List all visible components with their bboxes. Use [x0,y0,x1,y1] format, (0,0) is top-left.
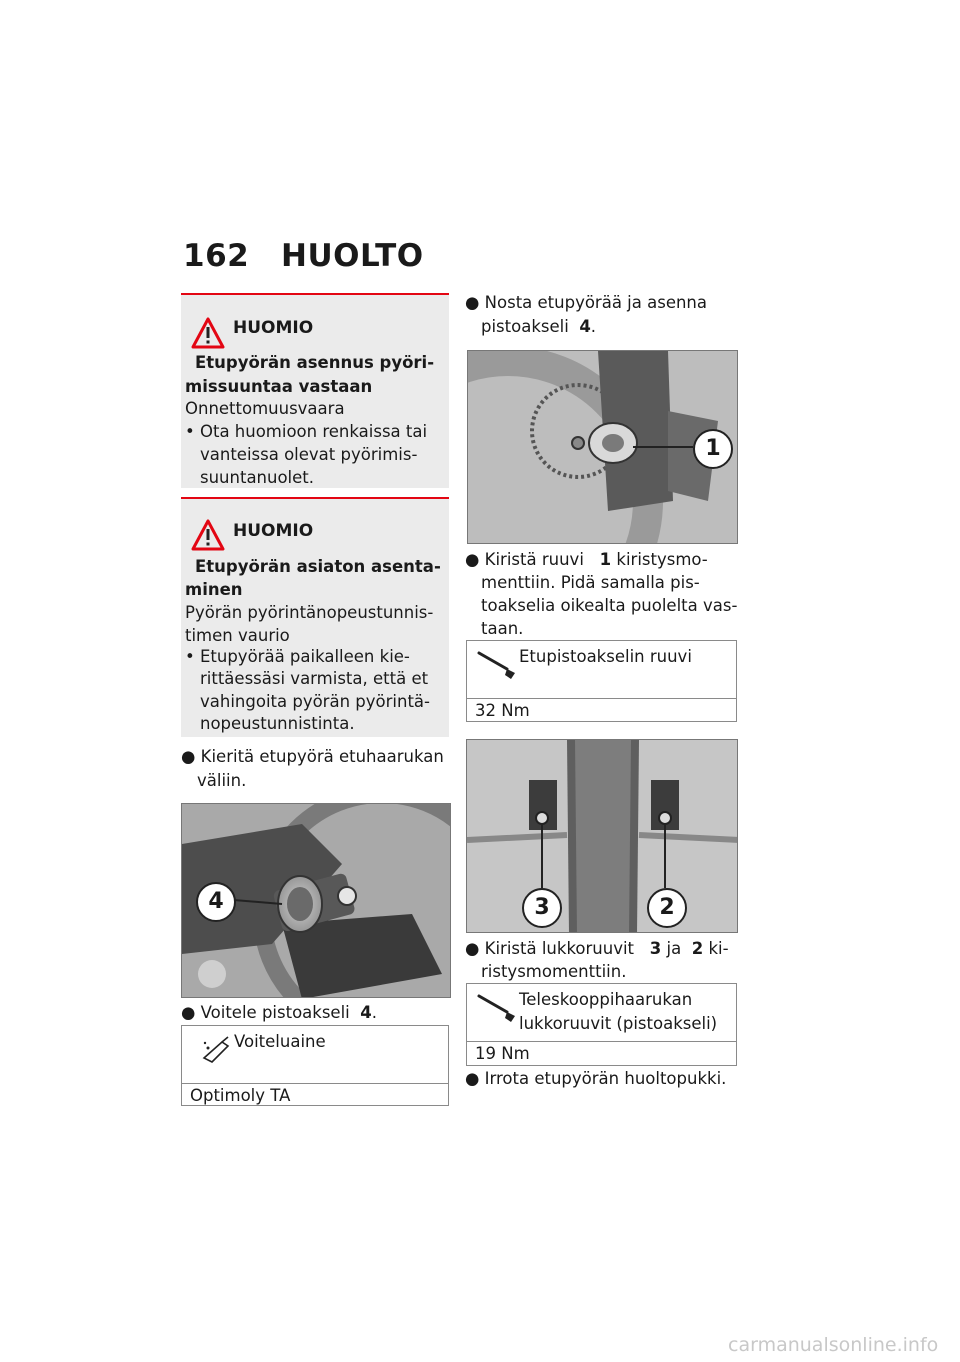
step-item-cont: väliin. [197,771,247,790]
warning-label: HUOMIO [233,318,314,338]
torque-value: 19 Nm [475,1044,530,1063]
step-item: ● Kiristä ruuvi 1 kiristysmo- [465,550,708,569]
warning-title-line: Etupyörän asennus pyöri- [195,353,435,372]
torque-spec-table-2 [466,983,737,1066]
warning-cause: Pyörän pyörintänopeustunnis- [185,603,434,622]
photo-front-axle [181,803,451,998]
torque-value: 32 Nm [475,701,530,720]
warning-box-1 [181,293,449,488]
warning-bullet-line: • Etupyörää paikalleen kie- [185,647,410,666]
warning-bullet-line: vahingoita pyörän pyörintä- [200,692,430,711]
step-item-cont: ristysmomenttiin. [481,962,627,981]
warning-bullet-line: vanteissa olevat pyörimis- [200,445,418,464]
callout-label: 3 [522,888,562,928]
callout-label: 1 [693,429,733,469]
torque-wrench-icon [477,649,517,681]
page-header [183,238,424,274]
lubricant-value: Optimoly TA [190,1086,291,1105]
lubricant-label: Voiteluaine [234,1032,326,1051]
warning-bullet-line: suuntanuolet. [200,468,315,487]
warning-bullet-line: • Ota huomioon renkaissa tai [185,422,428,441]
step-item-cont: taan. [481,619,524,638]
torque-label: lukkoruuvit (pistoakseli) [519,1014,718,1033]
photo-axle-screw [467,350,738,544]
step-item-cont: pistoakseli 4. [481,317,597,336]
watermark: carmanualsonline.info [728,1334,939,1356]
section-title: HUOLTO [281,238,424,274]
warning-cause: Onnettomuusvaara [185,399,345,418]
lubricant-icon [200,1034,234,1064]
step-item: ● Irrota etupyörän huoltopukki. [465,1069,727,1088]
step-item: ● Kiristä lukkoruuvit 3 ja 2 ki- [465,939,729,958]
lubricant-spec-table [181,1025,449,1106]
warning-cause: timen vaurio [185,626,290,645]
warning-box-2 [181,497,449,737]
step-item: ● Nosta etupyörää ja asenna [465,293,708,312]
page-number: 162 [183,238,250,274]
warning-triangle-icon [191,317,225,349]
warning-title-line: Etupyörän asiaton asenta- [195,557,441,576]
warning-bullet-line: nopeustunnistinta. [200,714,355,733]
photo-fork-clamp [466,739,738,933]
warning-title-line: minen [185,580,243,599]
warning-title-line: missuuntaa vastaan [185,377,373,396]
step-item: ● Kieritä etupyörä etuhaarukan [181,747,444,766]
warning-label: HUOMIO [233,521,314,541]
warning-triangle-icon [191,519,225,551]
callout-label: 4 [196,882,236,922]
torque-label: Teleskooppihaarukan [519,990,693,1009]
photo-illustration [467,740,738,933]
torque-wrench-icon [477,992,517,1024]
step-item-cont: toakselia oikealta puolelta vas- [481,596,738,615]
warning-bullet-line: rittäessäsi varmista, että et [200,669,429,688]
torque-spec-table-1 [466,640,737,722]
torque-label: Etupistoakselin ruuvi [519,647,692,666]
step-item: ● Voitele pistoakseli 4. [181,1003,377,1022]
callout-label: 2 [647,888,687,928]
step-item-cont: menttiin. Pidä samalla pis- [481,573,700,592]
